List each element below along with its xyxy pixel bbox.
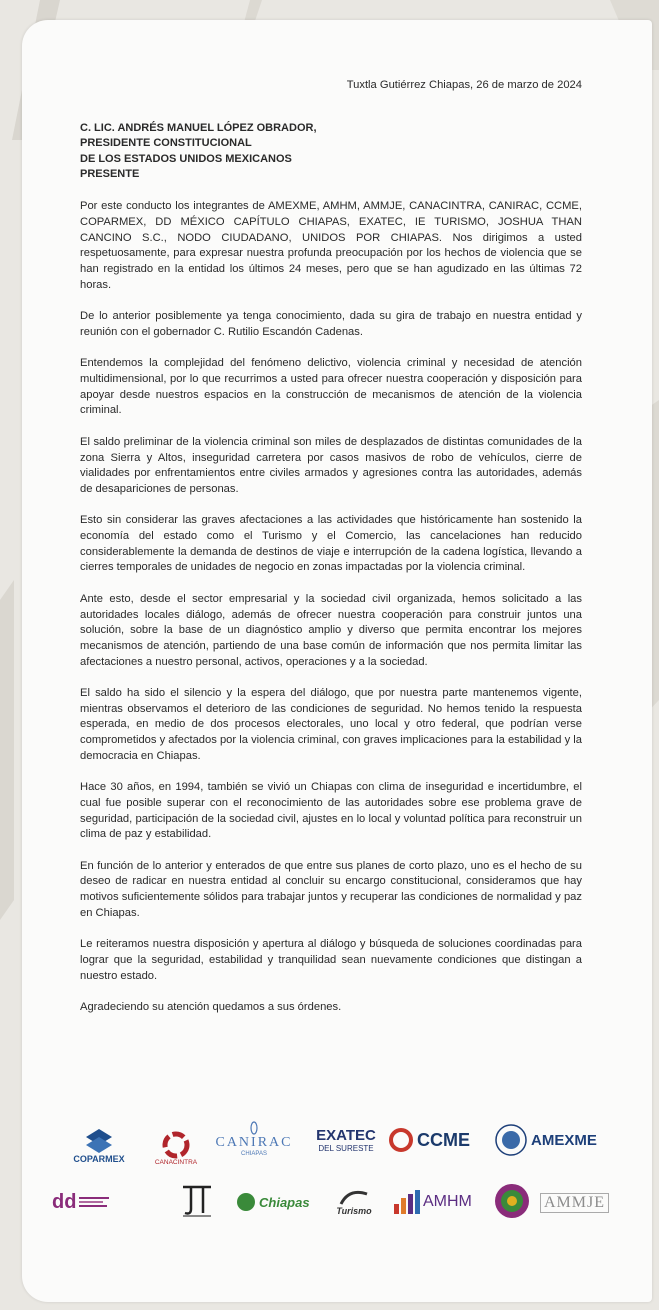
- recipient-line: PRESENTE: [80, 167, 140, 180]
- joshua-than-logo: [172, 1178, 222, 1224]
- ccme-logo: [388, 1120, 488, 1160]
- letter-paragraph: El saldo ha sido el silencio y la espera del diálogo, que por nuestra parte mantenemos vigente, mientras observamos el deterioro de las condiciones de seguridad. No hemos tenido la respuesta esperada, en medio de dos procesos electorales, uno local y otro federal, que podrían verse comprometidos y afectados por la violencia criminal, con graves implicaciones para la estabilidad y la democracia en Chiapas.: [80, 687, 582, 762]
- coparmex-label: COPARMEX: [73, 1154, 125, 1164]
- amhm-label: AMHM: [423, 1193, 472, 1210]
- unidos-por-chiapas-logo: [236, 1184, 312, 1220]
- amexme-emblem-icon: [494, 1123, 528, 1157]
- ie-turismo-logo: [324, 1180, 384, 1224]
- unidos-por-chiapas-emblem-icon: [236, 1192, 256, 1212]
- ammje-label: AMMJE: [540, 1193, 609, 1213]
- recipient-line: C. LIC. ANDRÉS MANUEL LÓPEZ OBRADOR,: [80, 121, 317, 134]
- ccme-label: CCME: [417, 1129, 470, 1150]
- canirac-emblem-icon: [249, 1121, 259, 1135]
- letter-paragraph: El saldo preliminar de la violencia criminal son miles de desplazados de distintas comunidades de la zona Sierra y Altos, inseguridad carretera por casos masivos de robo de vehículos, cierre de vialidades por enfrentamientos entre civiles armados y agresiones contra las autoridades, además de desapariciones de personas.: [80, 435, 582, 495]
- signatory-logos: [52, 1112, 622, 1232]
- exatec-label: EXATEC: [316, 1127, 376, 1144]
- canacintra-emblem-icon: [162, 1131, 190, 1159]
- amexme-logo: [494, 1118, 618, 1162]
- amhm-emblem-icon: [394, 1190, 420, 1214]
- letter-paragraph: Esto sin considerar las graves afectaciones a las actividades que históricamente han sostenido la economía del estado como el Turismo y el Comercio, las cancelaciones han reducido considerablemente la demanda de destinos de viaje e interrupción de la cadena logística, llevando a cierres temporales de unidades de negocio en zonas impactadas por la violencia criminal.: [80, 514, 582, 574]
- nodo-ciudadano-emblem-icon: [493, 1182, 531, 1220]
- canirac-sublabel: CHIAPAS: [241, 1151, 267, 1157]
- recipient-block: [80, 121, 582, 183]
- letter-paragraph: De lo anterior posiblemente ya tenga conocimiento, dada su gira de trabajo en nuestra entidad y reunión con el gobernador C. Rutilio Escandón Cadenas.: [80, 310, 582, 338]
- ie-turismo-label: Turismo: [336, 1206, 372, 1216]
- canacintra-logo: [146, 1112, 206, 1166]
- amexme-label: AMEXME: [531, 1131, 597, 1149]
- letter-closing: Agradeciendo su atención quedamos a sus órdenes.: [80, 1001, 342, 1014]
- canirac-logo: [212, 1114, 296, 1164]
- letter-paragraph: Le reiteramos nuestra disposición y apertura al diálogo y búsqueda de soluciones coordinadas para lograr que la seguridad, estabilidad y tranquilidad sean nuevamente condiciones que distingan a nuestro estado.: [80, 938, 582, 982]
- amhm-logo: [394, 1184, 484, 1220]
- exatec-logo: [306, 1120, 386, 1160]
- recipient-line: DE LOS ESTADOS UNIDOS MEXICANOS: [80, 152, 292, 165]
- letter-paragraph: Entendemos la complejidad del fenómeno delictivo, violencia criminal y necesidad de atención multidimensional, por lo que recurrimos a usted para ofrecer nuestra cooperación y disposición para apoyar desde nuestros espacios en la construcción de mecanismos de atención de la violencia criminal.: [80, 357, 582, 417]
- letter-paragraph: Por este conducto los integrantes de AMEXME, AMHM, AMMJE, CANACINTRA, CANIRAC, CCME, COPARMEX, DD MÉXICO CAPÍTULO CHIAPAS, EXATEC, IE TURISMO, JOSHUA THAN CANCINO S.C., NODO CIUDADANO, UNIDOS POR CHIAPAS. Nos dirigimos a usted respetuosamente, para expresar nuestra profunda preocupación por los hechos de violencia que se han registrado en la entidad los últimos 24 meses, pero que se han agudizado en las últimas 72 horas.: [80, 200, 582, 291]
- dd-mexico-text-mark-icon: [79, 1195, 113, 1209]
- nodo-ciudadano-logo: [490, 1178, 534, 1224]
- ammje-logo: [540, 1186, 618, 1220]
- exatec-sublabel: DEL SURESTE: [318, 1144, 374, 1153]
- ie-turismo-emblem-icon: [339, 1188, 369, 1206]
- recipient-line: PRESIDENTE CONSTITUCIONAL: [80, 137, 252, 150]
- unidos-por-chiapas-label: Chiapas: [259, 1194, 310, 1210]
- coparmex-emblem-icon: [84, 1128, 114, 1154]
- letter-body: [80, 78, 582, 1016]
- ccme-emblem-icon: [388, 1127, 414, 1153]
- letter-paragraph: En función de lo anterior y enterados de que entre sus planes de corto plazo, uno es el hecho de su deseo de radicar en nuestra entidad al concluir su encargo constitucional, consideramos que hay motivos suficientemente sólidos para trabajar juntos y recuperar las condiciones de normalidad y paz en Chiapas.: [80, 859, 582, 919]
- dd-mexico-logo: [52, 1184, 132, 1220]
- coparmex-logo: [60, 1116, 138, 1164]
- letter-date: Tuxtla Gutiérrez Chiapas, 26 de marzo de 2024: [346, 79, 582, 91]
- letter-paragraph: Ante esto, desde el sector empresarial y la sociedad civil organizada, hemos solicitado a las autoridades locales diálogo, además de ofrecer nuestra cooperación para construir juntos una solución, sobre la base de un diagnóstico amplio y diverso que permita encontrar los mejores mecanismos de atención, partiendo de una base común de información que nos permita limitar las afectaciones a nuestro personal, activos, operaciones y a la sociedad.: [80, 592, 582, 668]
- canacintra-label: CANACINTRA: [154, 1159, 198, 1166]
- canirac-label: CANIRAC: [215, 1135, 293, 1150]
- dd-mexico-label: dd: [52, 1190, 77, 1213]
- letter-paragraph: Hace 30 años, en 1994, también se vivió un Chiapas con clima de inseguridad e incertidumbre, el cual fue posible superar con el reconocimiento de las autoridades sobre ese problema grave de seguridad, participación de la sociedad civil, ajustes en lo local y voluntad política para reconstruir un clima de paz y estabilidad.: [80, 781, 582, 841]
- joshua-than-monogram-icon: [177, 1183, 217, 1219]
